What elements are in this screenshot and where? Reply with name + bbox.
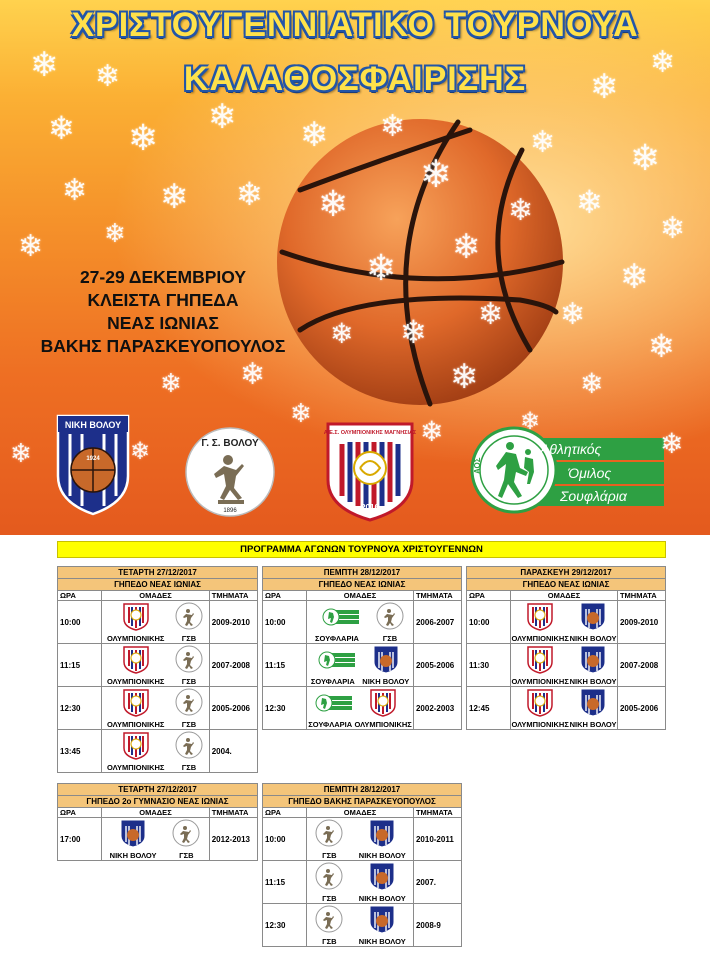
snowflake-icon: ❄ (650, 46, 676, 79)
home-team-name: ΣΟΥΦΛΑΡΙΑ (315, 634, 359, 643)
snowflake-icon: ❄ (208, 98, 237, 136)
home-team (110, 818, 157, 860)
olympionikis-logo-year: 2016 (361, 503, 379, 512)
away-team (570, 687, 617, 729)
snowflake-icon: ❄ (660, 212, 686, 245)
home-team-name: ΟΛΥΜΠΙΟΝΙΚΗΣ (511, 720, 569, 729)
col-header-divisions: ΤΜΗΜΑΤΑ (209, 808, 257, 818)
schedule-venue: ΓΗΠΕΔΟ 2ο ΓΥΜΝΑΣΙΟ ΝΕΑΣ ΙΩΝΙΑΣ (58, 796, 257, 808)
away-team (171, 818, 201, 860)
game-teams (511, 687, 618, 730)
away-team-name: ΝΙΚΗ ΒΟΛΟΥ (569, 634, 617, 643)
game-teams (102, 687, 209, 730)
snowflake-icon: ❄ (30, 46, 59, 84)
home-team (311, 644, 355, 686)
game-division: 2007-2008 (617, 644, 665, 687)
gsv-mini-logo (314, 904, 344, 936)
schedule-venue: ΓΗΠΕΔΟ ΝΕΑΣ ΙΩΝΙΑΣ (467, 579, 665, 591)
away-team-name: ΓΣΒ (181, 763, 197, 772)
snowflake-icon: ❄ (380, 110, 406, 143)
game-division: 2002-2003 (415, 703, 455, 713)
snowflake-icon: ❄ (530, 126, 556, 159)
home-team (511, 601, 568, 643)
poster-dates: 27-29 ΔΕΚΕΜΒΡΙΟΥ (79, 267, 247, 287)
away-team (359, 861, 406, 903)
niki-mini-logo (367, 861, 397, 893)
col-header-time: ΩΡΑ (263, 591, 307, 601)
home-team-name: ΣΟΥΦΛΑΡΙΑ (310, 677, 355, 686)
home-team (314, 904, 344, 946)
gsv-logo-year: 1896 (223, 508, 237, 514)
gsv-mini-logo (314, 861, 344, 893)
game-teams (307, 818, 414, 861)
schedule-day: ΤΕΤΑΡΤΗ 27/12/2017 (58, 784, 257, 796)
col-header-teams: ΟΜΑΔΕΣ (511, 591, 618, 601)
home-team-name: ΟΛΥΜΠΙΟΝΙΚΗΣ (511, 634, 569, 643)
table-row (467, 687, 665, 730)
home-team (314, 818, 344, 860)
home-team-name: ΓΣΒ (322, 937, 337, 946)
home-team (315, 601, 359, 643)
snowflake-icon: ❄ (240, 358, 266, 391)
game-time: 12:30 (263, 904, 307, 947)
col-header-teams: ΟΜΑΔΕΣ (307, 808, 414, 818)
game-teams (511, 601, 618, 644)
niki-mini-logo (367, 818, 397, 850)
home-team-name: ΟΛΥΜΠΙΟΝΙΚΗΣ (107, 634, 165, 643)
home-team-name: ΣΟΥΦΛΑΡΙΑ (308, 720, 353, 729)
schedule-day: ΠΕΜΠΤΗ 28/12/2017 (263, 567, 461, 579)
olymp-mini-logo (121, 601, 151, 633)
home-team (511, 687, 568, 729)
away-team (174, 644, 204, 686)
away-team-name: ΓΣΒ (181, 634, 197, 643)
snowflake-icon: ❄ (318, 183, 349, 224)
snowflake-icon: ❄ (130, 438, 151, 465)
table-header-row (263, 808, 461, 818)
table-row (58, 687, 257, 730)
game-teams (102, 601, 209, 644)
game-division: 2007-2008 (209, 644, 257, 687)
soufli-logo-ring-text: ΑΟΣ (473, 457, 482, 474)
table-row (58, 601, 257, 644)
game-time: 11:15 (58, 644, 102, 687)
game-teams (102, 730, 209, 773)
olymp-mini-logo (525, 687, 555, 719)
game-division: 2005-2006 (413, 644, 461, 687)
game-time: 10:00 (263, 601, 307, 644)
niki-logo-name: ΝΙΚΗ ΒΟΛΟΥ (64, 420, 122, 430)
away-team-name: ΝΙΚΗ ΒΟΛΟΥ (362, 677, 410, 686)
snowflake-icon: ❄ (420, 416, 444, 447)
snowflake-icon: ❄ (366, 247, 397, 288)
away-team (375, 601, 405, 643)
snowflake-icon: ❄ (300, 116, 329, 154)
snowflake-icon: ❄ (660, 428, 684, 459)
away-team-name: ΓΣΒ (179, 851, 194, 860)
col-header-teams: ΟΜΑΔΕΣ (307, 591, 414, 601)
col-header-teams: ΟΜΑΔΕΣ (102, 591, 209, 601)
gsv-mini-logo (174, 730, 204, 762)
snowflake-icon: ❄ (576, 184, 603, 220)
game-time: 13:45 (58, 730, 102, 773)
game-time: 10:00 (58, 601, 102, 644)
game-time: 12:45 (467, 687, 511, 730)
schedule-venue: ΓΗΠΕΔΟ ΝΕΑΣ ΙΩΝΙΑΣ (263, 579, 461, 591)
schedule-table (58, 808, 257, 860)
col-header-time: ΩΡΑ (58, 591, 102, 601)
snowflake-icon: ❄ (160, 368, 182, 398)
soufli-logo-line2: Όμιλος (568, 465, 612, 481)
schedule-table (467, 591, 665, 729)
schedule-day: ΠΑΡΑΣΚΕΥΗ 29/12/2017 (467, 567, 665, 579)
game-division: 2004. (211, 746, 232, 756)
snowflake-icon: ❄ (648, 328, 675, 364)
niki-mini-logo (367, 904, 397, 936)
game-division: 2008-9 (415, 920, 441, 930)
snowflake-icon: ❄ (10, 438, 32, 468)
poster-info (18, 266, 308, 358)
poster-title-line1: ΧΡΙΣΤΟΥΓΕΝΝΙΑΤΙΚΟ ΤΟΥΡΝΟΥΑ (71, 6, 639, 44)
snowflake-icon: ❄ (104, 218, 126, 248)
schedule-day: ΤΕΤΑΡΤΗ 27/12/2017 (58, 567, 257, 579)
snowflake-icon: ❄ (420, 154, 452, 196)
away-team (354, 687, 411, 729)
gsv-mini-logo (174, 687, 204, 719)
snowflake-icon: ❄ (560, 298, 586, 331)
table-row (263, 644, 461, 687)
gsv-mini-logo (174, 644, 204, 676)
game-time: 12:30 (263, 687, 307, 730)
game-time: 11:15 (263, 644, 307, 687)
snowflake-icon: ❄ (452, 228, 481, 266)
schedule-table (58, 591, 257, 772)
snowflake-icon: ❄ (18, 230, 44, 263)
home-team-name: ΓΣΒ (322, 894, 337, 903)
away-team (570, 601, 617, 643)
home-team-name: ΟΛΥΜΠΙΟΝΙΚΗΣ (107, 763, 165, 772)
game-division: 2005-2006 (209, 687, 257, 730)
niki-mini-logo (578, 687, 608, 719)
away-team (359, 904, 406, 946)
snowflake-icon: ❄ (330, 318, 354, 349)
table-header-row (467, 591, 665, 601)
col-header-divisions: ΤΜΗΜΑΤΑ (617, 591, 665, 601)
away-team (359, 818, 406, 860)
away-team-name: ΝΙΚΗ ΒΟΛΟΥ (569, 720, 617, 729)
home-team-name: ΟΛΥΜΠΙΟΝΙΚΗΣ (511, 677, 569, 686)
snowflake-icon: ❄ (630, 137, 661, 178)
olympionikis-logo (324, 418, 416, 522)
schedule-block (57, 783, 258, 861)
gsv-mini-logo (171, 818, 201, 850)
schedule-block (262, 566, 462, 730)
away-team-name: ΝΙΚΗ ΒΟΛΟΥ (358, 894, 406, 903)
gsv-mini-logo (314, 818, 344, 850)
col-header-divisions: ΤΜΗΜΑΤΑ (413, 808, 461, 818)
snowflake-icon: ❄ (520, 408, 541, 435)
schedule-venue: ΓΗΠΕΔΟ ΝΕΑΣ ΙΩΝΙΑΣ (58, 579, 257, 591)
home-team-name: ΓΣΒ (322, 851, 337, 860)
soufli-logo (470, 424, 666, 516)
game-division: 2009-2010 (209, 601, 257, 644)
snowflake-icon: ❄ (62, 174, 88, 207)
snowflake-icon: ❄ (160, 178, 189, 216)
table-row (263, 687, 461, 730)
snowflake-icon: ❄ (128, 117, 159, 158)
game-time: 10:00 (467, 601, 511, 644)
olympionikis-logo-name: Α.Ε.Σ. ΟΛΥΜΠΙΟΝΙΚΗΣ ΜΑΓΝΗΣΙΑΣ (324, 430, 416, 436)
home-team-name: ΟΛΥΜΠΙΟΝΙΚΗΣ (107, 677, 165, 686)
table-header-row (58, 808, 257, 818)
table-header-row (263, 591, 461, 601)
game-division: 2007. (413, 861, 461, 904)
olymp-mini-logo (121, 730, 151, 762)
snowflake-icon: ❄ (508, 194, 534, 227)
snowflake-icon: ❄ (580, 368, 604, 399)
schedule-table (263, 808, 461, 946)
poster-venue-line3: ΒΑΚΗΣ ΠΑΡΑΣΚΕΥΟΠΟΥΛΟΣ (40, 336, 286, 356)
away-team-name: ΓΣΒ (382, 634, 398, 643)
olymp-mini-logo (121, 687, 151, 719)
home-team (107, 644, 164, 686)
niki-mini-logo (118, 818, 148, 850)
away-team (174, 687, 204, 729)
game-division: 2009-2010 (617, 601, 665, 644)
col-header-teams: ΟΜΑΔΕΣ (102, 808, 209, 818)
home-team-name: ΟΛΥΜΠΙΟΝΙΚΗΣ (107, 720, 165, 729)
niki-mini-logo (578, 601, 608, 633)
olymp-mini-logo (368, 687, 398, 719)
game-teams (307, 644, 414, 687)
snowflake-icon: ❄ (236, 176, 263, 212)
game-time: 11:15 (263, 861, 307, 904)
soufli-logo-line1: Αθλητικός (540, 441, 602, 457)
gsv-logo-name: Γ. Σ. ΒΟΛΟΥ (201, 438, 259, 449)
game-time: 11:30 (467, 644, 511, 687)
game-teams (102, 818, 209, 861)
table-row (467, 601, 665, 644)
game-division: 2006-2007 (413, 601, 461, 644)
schedule-day: ΠΕΜΠΤΗ 28/12/2017 (263, 784, 461, 796)
schedule-block (466, 566, 666, 730)
away-team-name: ΝΙΚΗ ΒΟΛΟΥ (569, 677, 617, 686)
game-teams (102, 644, 209, 687)
snowflake-icon: ❄ (478, 298, 504, 331)
niki-logo-year: 1924 (86, 456, 100, 462)
away-team-name: ΓΣΒ (181, 677, 197, 686)
table-row (58, 644, 257, 687)
game-division: 2005-2006 (619, 703, 659, 713)
away-team-name: ΝΙΚΗ ΒΟΛΟΥ (358, 851, 406, 860)
gsv-logo (184, 426, 276, 518)
niki-mini-logo (578, 644, 608, 676)
snowflake-icon: ❄ (290, 398, 312, 428)
poster-venue-line2: ΝΕΑΣ ΙΩΝΙΑΣ (107, 313, 219, 333)
gsv-mini-logo (375, 601, 405, 633)
soufl-mini-logo (308, 687, 352, 719)
game-teams (307, 601, 414, 644)
niki-volou-logo (54, 410, 132, 516)
game-teams (307, 904, 414, 947)
home-team (308, 687, 352, 729)
soufl-mini-logo (315, 601, 359, 633)
gsv-mini-logo (174, 601, 204, 633)
olymp-mini-logo (121, 644, 151, 676)
schedule-venue: ΓΗΠΕΔΟ ΒΑΚΗΣ ΠΑΡΑΣΚΕΥΟΠΟΥΛΟΣ (263, 796, 461, 808)
home-team-name: ΝΙΚΗ ΒΟΛΟΥ (109, 851, 157, 860)
niki-mini-logo (371, 644, 401, 676)
table-row (263, 818, 461, 861)
game-teams (307, 861, 414, 904)
schedule-block (262, 783, 462, 947)
away-team (174, 730, 204, 772)
table-row (467, 644, 665, 687)
home-team (314, 861, 344, 903)
snowflake-icon: ❄ (450, 358, 479, 396)
olymp-mini-logo (525, 644, 555, 676)
col-header-time: ΩΡΑ (263, 808, 307, 818)
home-team (107, 687, 164, 729)
snowflake-icon: ❄ (590, 68, 619, 106)
home-team (107, 730, 164, 772)
snowflake-icon: ❄ (620, 258, 649, 296)
game-division: 2010-2011 (413, 818, 461, 861)
poster-title-line2: ΚΑΛΑΘΟΣΦΑΙΡΙΣΗΣ (183, 60, 527, 98)
snowflake-icon: ❄ (400, 314, 427, 350)
game-division: 2012-2013 (211, 834, 250, 844)
game-time: 12:30 (58, 687, 102, 730)
game-teams (307, 687, 414, 730)
table-header-row (58, 591, 257, 601)
soufl-mini-logo (311, 644, 355, 676)
soufli-logo-line3: Σουφλάρια (560, 488, 627, 504)
table-row (58, 818, 257, 861)
home-team (511, 644, 568, 686)
col-header-divisions: ΤΜΗΜΑΤΑ (413, 591, 461, 601)
table-row (263, 904, 461, 947)
away-team-name: ΟΛΥΜΠΙΟΝΙΚΗΣ (354, 720, 412, 729)
home-team (107, 601, 164, 643)
schedule-table (263, 591, 461, 729)
olymp-mini-logo (525, 601, 555, 633)
col-header-time: ΩΡΑ (467, 591, 511, 601)
table-row (58, 730, 257, 773)
snowflake-icon: ❄ (48, 110, 75, 146)
away-team (362, 644, 409, 686)
schedule-block (57, 566, 258, 773)
col-header-time: ΩΡΑ (58, 808, 102, 818)
table-row (263, 861, 461, 904)
col-header-divisions: ΤΜΗΜΑΤΑ (209, 591, 257, 601)
away-team (570, 644, 617, 686)
poster-venue-line1: ΚΛΕΙΣΤΑ ΓΗΠΕΔΑ (87, 290, 239, 310)
away-team (174, 601, 204, 643)
game-time: 10:00 (263, 818, 307, 861)
table-row (263, 601, 461, 644)
schedule-banner: ΠΡΟΓΡΑΜΜΑ ΑΓΩΝΩΝ ΤΟΥΡΝΟΥΑ ΧΡΙΣΤΟΥΓΕΝΝΩΝ (57, 541, 666, 558)
game-time: 17:00 (58, 818, 102, 861)
away-team-name: ΝΙΚΗ ΒΟΛΟΥ (358, 937, 406, 946)
snowflake-icon: ❄ (95, 60, 121, 93)
away-team-name: ΓΣΒ (181, 720, 197, 729)
game-teams (511, 644, 618, 687)
